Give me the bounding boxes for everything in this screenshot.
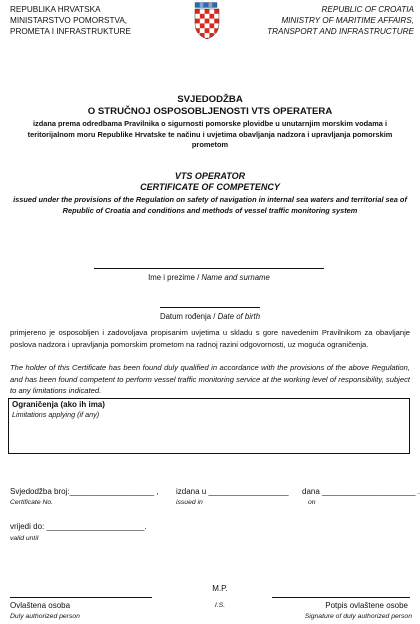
signature-label-hr: Potpis ovlaštene osobe xyxy=(325,601,408,610)
dob-label-en: Date of birth xyxy=(217,312,261,321)
name-line[interactable] xyxy=(94,268,324,269)
authorized-person-label-en: Duly authorized person xyxy=(10,613,80,620)
header-right-line: REPUBLIC OF CROATIA xyxy=(321,5,414,14)
issued-on-label: dana xyxy=(302,487,320,496)
paragraph-en: The holder of this Certificate has been found duly qualified in accordance with the provisions of the above Regulation, and has been found competent to perform vessel traffic monitoring service at the working level of responsibility, subject to any limitations indicated. xyxy=(10,363,410,395)
issued-on-blank: _____________________ . xyxy=(322,487,420,496)
stamp-label-hr: M.P. xyxy=(212,584,228,593)
limitations-box[interactable] xyxy=(8,398,410,454)
cert-no-blank: ___________________ , xyxy=(69,487,159,496)
valid-until-field[interactable] xyxy=(10,522,147,532)
issued-on-field[interactable] xyxy=(302,487,420,497)
cert-no-label: Svjedodžba broj: xyxy=(10,487,70,496)
limitations-label-hr: Ograničenja (ako ih ima) xyxy=(12,400,105,409)
stamp-label-en: I.S. xyxy=(214,602,226,609)
header-left xyxy=(10,4,131,37)
authorized-person-label-hr: Ovlaštena osoba xyxy=(10,601,71,610)
name-label-hr: Ime i prezime / xyxy=(148,273,202,282)
header-right-line: TRANSPORT AND INFRASTRUCTURE xyxy=(267,27,414,36)
header-left-line: PROMETA I INFRASTRUKTURE xyxy=(10,27,131,36)
paragraph-hr: primjereno je osposobljen i zadovoljava propisanim uvjetima u skladu s gore navedenim Pravilnikom za obavljanje poslova nadzora i upravljanja pomorskim prometom na radnoj razini odgovornosti, uz moguća ograničenja. xyxy=(10,328,410,349)
header-right xyxy=(267,4,414,37)
header-left-line: REPUBLIKA HRVATSKA xyxy=(10,5,101,14)
dob-label-hr: Datum rođenja / xyxy=(159,312,218,321)
title-hr-line1: SVJEDODŽBA xyxy=(177,94,243,105)
issued-in-field[interactable] xyxy=(176,487,289,497)
valid-until-blank: ______________________. xyxy=(46,522,147,531)
header-left-line: MINISTARSTVO POMORSTVA, xyxy=(10,16,128,25)
title-en-line2: CERTIFICATE OF COMPETENCY xyxy=(140,182,280,192)
cert-no-field[interactable] xyxy=(10,487,159,497)
crown xyxy=(195,3,217,8)
valid-until-label: vrijedi do: xyxy=(10,522,45,531)
authorized-person-line[interactable] xyxy=(10,597,152,598)
issued-on-sub: on xyxy=(308,499,316,506)
name-label xyxy=(94,273,324,283)
title-en-subtitle: issued under the provisions of the Regulation on safety of navigation in internal sea waters and territorial sea of Republic of Croatia and conditions and methods of vessel traffic monitoring system xyxy=(13,195,407,215)
title-en-line1: VTS OPERATOR xyxy=(174,171,246,181)
issued-in-label: izdana u xyxy=(176,487,207,496)
signature-line[interactable] xyxy=(272,597,410,598)
title-hr-line2: O STRUČNOJ OSPOSOBLJENOSTI VTS OPERATERA xyxy=(87,106,333,117)
header-right-line: MINISTRY OF MARITIME AFFAIRS, xyxy=(281,16,414,25)
cert-no-sub: Certificate No. xyxy=(10,499,54,506)
signature-label-en: Signature of duly authorized person xyxy=(304,613,412,620)
dob-label xyxy=(130,312,290,322)
issued-in-sub: issued in xyxy=(176,499,203,506)
limitations-label-en: Limitations applying (if any) xyxy=(12,410,100,419)
croatian-coat-of-arms-icon xyxy=(192,2,222,40)
dob-line[interactable] xyxy=(160,307,260,308)
title-hr-subtitle: izdana prema odredbama Pravilnika o sigurnosti pomorske plovidbe u unutarnjim morskim vodama i teritorijalnom moru Republike Hrvatske te načinu i uvjetima obavljanja nadzora i upravljanja pomorskim prometom xyxy=(27,119,393,149)
issued-in-blank: __________________ xyxy=(208,487,289,496)
valid-until-sub: valid until xyxy=(10,535,39,542)
name-label-en: Name and surname xyxy=(201,273,270,282)
